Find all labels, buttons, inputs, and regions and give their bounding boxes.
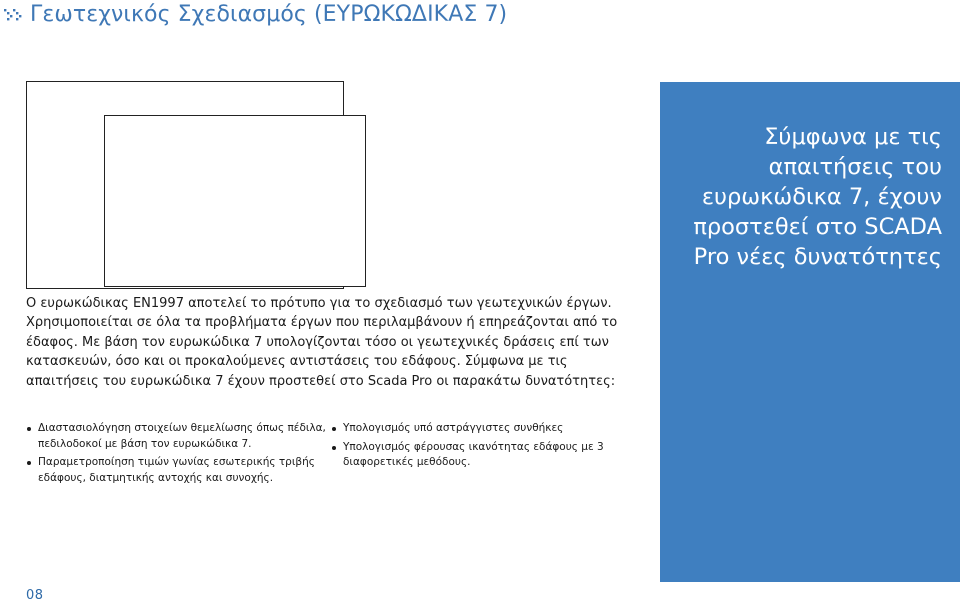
- page-title: Γεωτεχνικός Σχεδιασμός (ΕΥΡΩΚΩΔΙΚΑΣ 7): [30, 2, 508, 27]
- list-item-text: Υπολογισμός υπό αστράγγιστες συνθήκες: [343, 422, 564, 434]
- list-item: [331, 440, 621, 471]
- list-item-text: Παραμετροποίηση τιμών γωνίας εσωτερικής τριβής εδάφους, διατμητικής αντοχής και συνοχής.: [38, 456, 315, 484]
- list-item-text: Υπολογισμός φέρουσας ικανότητας εδάφους με 3 διαφορετικές μεθόδους.: [343, 440, 604, 469]
- feature-list-left: [26, 421, 326, 489]
- bullet-icon: [332, 427, 336, 431]
- list-item: [331, 421, 621, 437]
- image-placeholder-inner: [104, 115, 366, 287]
- side-callout-panel: [660, 82, 960, 582]
- list-item-text: Διαστασιολόγηση στοιχείων θεμελίωσης όπως πέδιλα, πεδιλοδοκοί με βάση τον ευρωκώδικα 7.: [38, 422, 326, 450]
- callout-text: Σύμφωνα με τις απαιτήσεις του ευρωκώδικα 7, έχουν προστεθεί στο SCADA Pro νέες δυνατότητες: [693, 124, 942, 270]
- list-item: [26, 421, 326, 452]
- intro-paragraph: Ο ευρωκώδικας EN1997 αποτελεί το πρότυπο για το σχεδιασμό των γεωτεχνικών έργων. Χρησιμοποιείται σε όλα τα προβλήματα έργων που περιλαμβάνουν ή επηρεάζονται από το έδαφος. Με βάση τον ευρωκώδικα 7 υπολογίζονται τόσο οι γεωτεχνικές δράσεις επί των κατασκευών, όσο και οι προκαλούμενες αντιστάσεις του εδάφους. Σύμφωνα με τις απαιτήσεις του ευρωκώδικα 7 έχουν προστεθεί στο Scada Pro οι παρακάτω δυνατότητες:: [26, 296, 618, 389]
- page-number: 08: [26, 588, 44, 603]
- dotted-arrows-icon: [4, 9, 24, 21]
- bullet-icon: [27, 427, 31, 431]
- intro-text: [26, 294, 622, 391]
- bullet-icon: [27, 461, 31, 465]
- bullet-icon: [332, 446, 336, 450]
- list-item: [26, 455, 326, 486]
- page-header: [4, 2, 507, 27]
- feature-list-right: [331, 421, 621, 474]
